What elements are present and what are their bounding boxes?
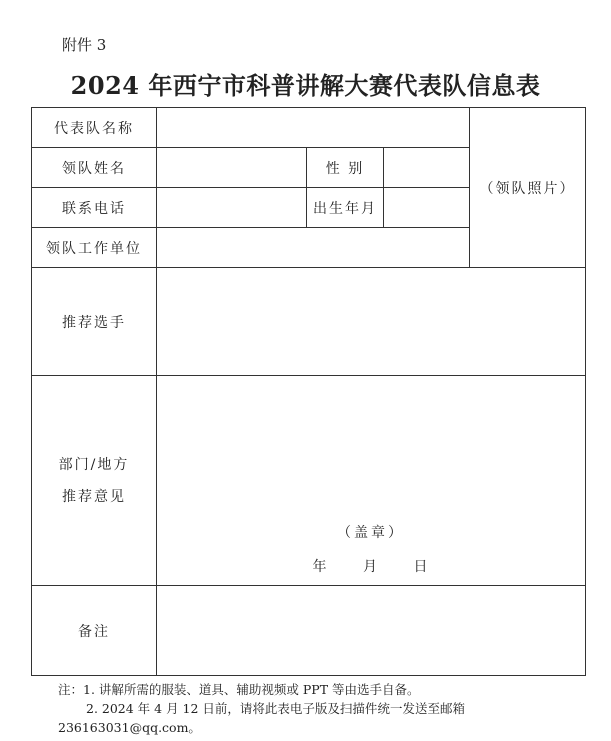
remarks-label: 备注 (32, 586, 157, 676)
birth-field[interactable] (384, 188, 470, 228)
photo-label: （领队照片） (479, 180, 576, 197)
phone-field[interactable] (157, 188, 307, 228)
workplace-field[interactable] (157, 228, 470, 268)
phone-label: 联系电话 (32, 188, 157, 228)
team-name-label: 代表队名称 (32, 108, 157, 148)
team-name-field[interactable] (157, 108, 470, 148)
note-line-2: 2. 2024 年 4 月 12 日前，请将此表电子版及扫描件统一发送至邮箱 (86, 701, 465, 716)
footnotes (58, 680, 465, 737)
opinion-label (32, 376, 157, 586)
seal-label: （盖章） (337, 525, 405, 541)
note-line-3: 236163031@qq.com。 (58, 720, 201, 735)
contestants-label: 推荐选手 (32, 268, 157, 376)
birth-label: 出生年月 (307, 188, 384, 228)
note-line-1: 注：1. 讲解所需的服装、道具、辅助视频或 PPT 等由选手自备。 (58, 682, 420, 697)
info-table (31, 107, 586, 676)
date-label: 年 月 日 (312, 559, 430, 575)
remarks-field[interactable] (157, 586, 586, 676)
gender-field[interactable] (384, 148, 470, 188)
opinion-label-line1: 部门/地方 (58, 456, 130, 473)
attachment-number: 附件 3 (62, 36, 107, 54)
workplace-label: 领队工作单位 (32, 228, 157, 268)
contestants-field[interactable] (157, 268, 586, 376)
leader-name-label: 领队姓名 (32, 148, 157, 188)
gender-label: 性 别 (307, 148, 384, 188)
leader-name-field[interactable] (157, 148, 307, 188)
page-title: 2024 年西宁市科普讲解大赛代表队信息表 (70, 71, 541, 100)
leader-photo-box[interactable] (470, 108, 586, 268)
opinion-field[interactable] (157, 376, 586, 586)
opinion-label-line2: 推荐意见 (62, 488, 126, 505)
